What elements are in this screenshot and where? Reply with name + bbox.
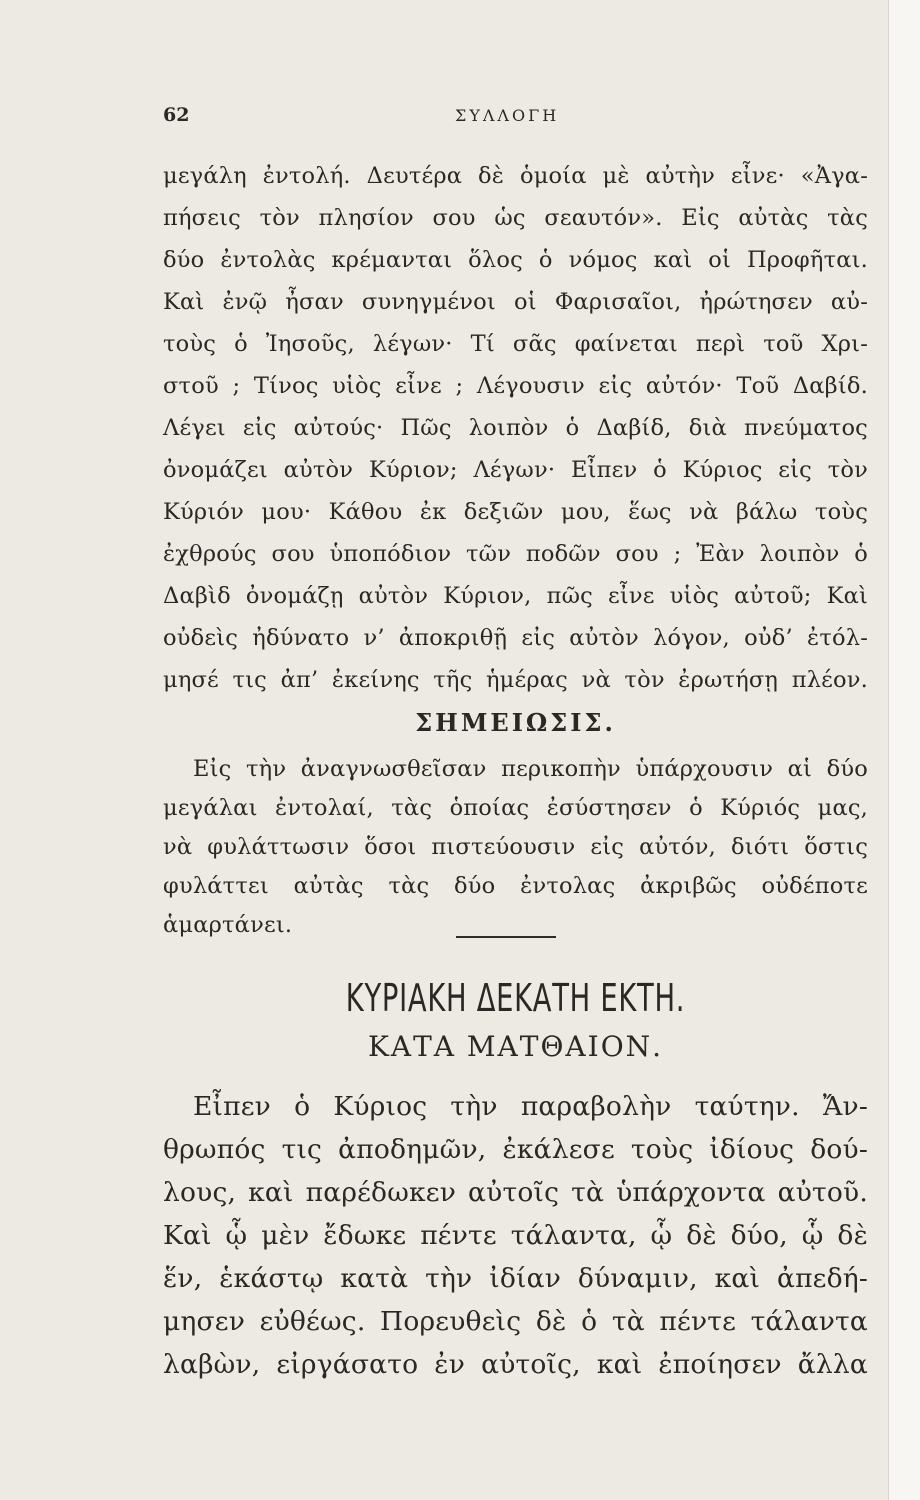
text-line: νὰ φυλάττωσιν ὅσοι πιστεύουσιν εἰς αὐτόν, διότι ὅστις bbox=[163, 834, 868, 860]
sunday-title: ΚΥΡΙΑΚΗ ΔΕΚΑΤΗ ΕΚΤΗ. bbox=[345, 976, 686, 1020]
text-line: ἕν, ἑκάστῳ κατὰ τὴν ἰδίαν δύναμιν, καὶ ἀπεδή- bbox=[163, 1263, 868, 1294]
text-line: ὀνομάζει αὐτὸν Κύριον; Λέγων· Εἶπεν ὁ Κύριος εἰς τὸν bbox=[163, 457, 868, 483]
text-line: λαβὼν, εἰργάσατο ἐν αὐτοῖς, καὶ ἐποίησεν ἄλλα bbox=[163, 1349, 868, 1380]
text-line: Καὶ ἐνῷ ἦσαν συνηγμένοι οἱ Φαρισαῖοι, ἠρώτησεν αὐ- bbox=[163, 289, 868, 315]
page-header bbox=[163, 104, 868, 134]
page-number: 62 bbox=[163, 104, 190, 126]
section-divider bbox=[456, 936, 556, 938]
text-line: μεγάλαι ἐντολαί, τὰς ὁποίας ἐσύστησεν ὁ Κύριός μας, bbox=[163, 795, 868, 821]
gospel-title: ΚΑΤΑ ΜΑΤΘΑΙΟΝ. bbox=[367, 1030, 664, 1063]
text-line: στοῦ ; Τίνος υἱὸς εἶνε ; Λέγουσιν εἰς αὐτόν· Τοῦ Δαβίδ. bbox=[163, 373, 868, 399]
text-line: οὐδεὶς ἠδύνατο ν’ ἀποκριθῇ εἰς αὐτὸν λόγον, οὐδ’ ἐτόλ- bbox=[163, 625, 868, 651]
note-passage bbox=[163, 750, 868, 945]
text-line: Εἰς τὴν ἀναγνωσθεῖσαν περικοπὴν ὑπάρχουσιν αἱ δύο bbox=[193, 756, 868, 782]
text-line: φυλάττει αὐτὰς τὰς δύο ἐντολας ἀκριβῶς οὐδέποτε bbox=[163, 873, 868, 899]
text-line: Κύριόν μου· Κάθου ἐκ δεξιῶν μου, ἕως νὰ βάλω τοὺς bbox=[163, 499, 868, 525]
passage-1 bbox=[163, 155, 868, 701]
text-line: μεγάλη ἐντολή. Δευτέρα δὲ ὁμοία μὲ αὐτὴν εἶνε· «Ἀγα- bbox=[163, 163, 868, 189]
text-line: μησεν εὐθέως. Πορευθεὶς δὲ ὁ τὰ πέντε τάλαντα bbox=[163, 1306, 868, 1337]
text-line: μησέ τις ἀπ’ ἐκείνης τῆς ἡμέρας νὰ τὸν ἐρωτήσῃ πλέον. bbox=[163, 667, 868, 693]
text-line: Καὶ ᾧ μὲν ἔδωκε πέντε τάλαντα, ᾧ δὲ δύο, ᾧ δὲ bbox=[163, 1220, 868, 1251]
passage-2 bbox=[163, 1085, 868, 1386]
text-line: Εἶπεν ὁ Κύριος τὴν παραβολὴν ταύτην. Ἄν- bbox=[193, 1091, 868, 1122]
text-line: δύο ἐντολὰς κρέμανται ὅλος ὁ νόμος καὶ οἱ Προφῆται. bbox=[163, 247, 868, 273]
running-head: ΣΥΛΛΟΓΗ bbox=[455, 106, 560, 125]
text-line: Λέγει εἰς αὐτούς· Πῶς λοιπὸν ὁ Δαβίδ, διὰ πνεύματος bbox=[163, 415, 868, 441]
text-line: θρωπός τις ἀποδημῶν, ἐκάλεσε τοὺς ἰδίους δού- bbox=[163, 1134, 868, 1165]
text-line: ἐχθρούς σου ὑποπόδιον τῶν ποδῶν σου ; Ἐὰν λοιπὸν ὁ bbox=[163, 541, 868, 567]
page-edge bbox=[888, 0, 920, 1500]
text-line: λους, καὶ παρέδωκεν αὐτοῖς τὰ ὑπάρχοντα αὐτοῦ. bbox=[163, 1177, 868, 1208]
text-line: Δαβὶδ ὀνομάζῃ αὐτὸν Κύριον, πῶς εἶνε υἱὸς αὐτοῦ; Καὶ bbox=[163, 583, 868, 609]
text-line: ἁμαρτάνει. bbox=[163, 912, 293, 938]
note-heading: ΣΗΜΕΙΩΣΙΣ. bbox=[415, 708, 616, 737]
text-line: τοὺς ὁ Ἰησοῦς, λέγων· Τί σᾶς φαίνεται περὶ τοῦ Χρι- bbox=[163, 331, 868, 357]
text-line: πήσεις τὸν πλησίον σου ὡς σεαυτόν». Εἰς αὐτὰς τὰς bbox=[163, 205, 868, 231]
